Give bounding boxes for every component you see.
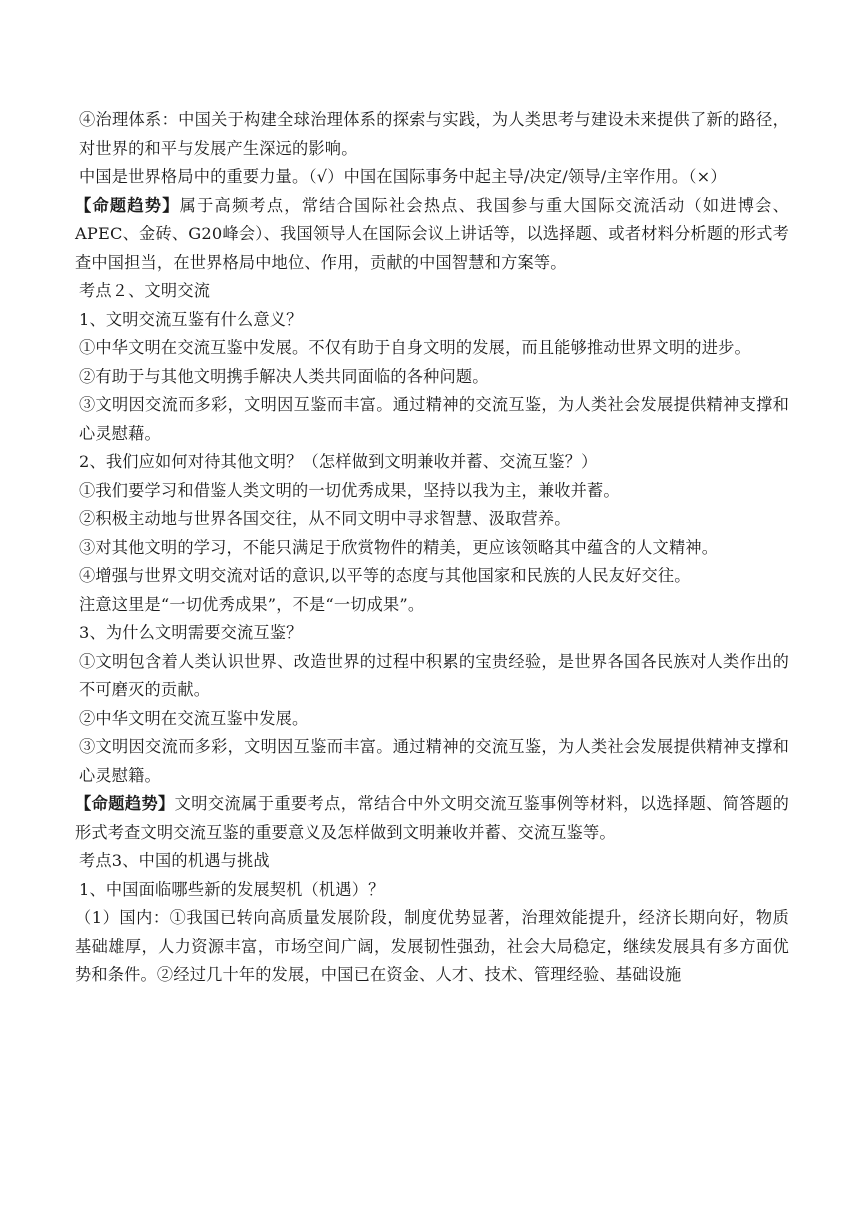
heading-topic-2: 考点２、文明交流: [79, 281, 211, 300]
exam-trend-tag: 【命题趋势】: [75, 195, 180, 215]
paragraph-exam-trend-1: [75, 192, 789, 278]
question-1-opportunities: 1、中国面临哪些新的发展契机（机遇）？: [79, 879, 385, 899]
heading-topic-3: 考点3、中国的机遇与挑战: [79, 851, 270, 870]
exam-trend-text: 文明交流属于重要考点，常结合中外文明交流互鉴事例等材料，以选择题、简答题的形式考查文明交流互鉴的重要意义及怎样做到文明兼收并蓄、交流互鉴等。: [75, 794, 790, 842]
list-item: ③文明因交流而多彩，文明因互鉴而丰富。通过精神的交流互鉴，为人类社会发展提供精神支撑和心灵慰藉。: [79, 395, 789, 443]
list-item: ④增强与世界文明交流对话的意识,以平等的态度与其他国家和民族的人民友好交往。: [79, 566, 691, 585]
list-item: ②中华文明在交流互鉴中发展。: [79, 708, 309, 728]
list-item: ①中华文明在交流互鉴中发展。不仅有助于自身文明的发展，而且能够推动世界文明的进步。: [79, 338, 751, 357]
list-item: ①我们要学习和借鉴人类文明的一切优秀成果，坚持以我为主，兼收并蓄。: [79, 480, 620, 500]
exam-trend-text: 属于高频考点，常结合国际社会热点、我国参与重大国际交流活动（如进博会、APEC、金砖、G20峰会）、我国领导人在国际会议上讲话等，以选择题、或者材料分析题的形式考查中国担当，在世界格局中地位、作用，贡献的中国智慧和方案等。: [75, 195, 790, 272]
question-1-significance: 1、文明交流互鉴有什么意义？: [79, 309, 303, 329]
list-item: ③文明因交流而多彩，文明因互鉴而丰富。通过精神的交流互鉴，为人类社会发展提供精神支撑和心灵慰籍。: [79, 737, 789, 785]
paragraph-china-role-judgement: 中国是世界格局中的重要力量。（√）中国在国际事务中起主导/决定/领导/主宰作用。（×）: [79, 167, 727, 186]
paragraph-exam-trend-2: [75, 790, 789, 847]
note-line: 注意这里是“一切优秀成果”，不是“一切成果”。: [79, 594, 425, 614]
list-item: ②有助于与其他文明携手解决人类共同面临的各种问题。: [79, 366, 489, 386]
document-body: [75, 106, 790, 990]
list-item: ③对其他文明的学习，不能只满足于欣赏物件的精美，更应该领略其中蕴含的人文精神。: [79, 537, 719, 557]
paragraph-domestic: （1）国内：①我国已转向高质量发展阶段，制度优势显著，治理效能提升，经济长期向好，物质基础雄厚，人力资源丰富，市场空间广阔，发展韧性强劲，社会大局稳定，继续发展具有多方面优势和条件。②经过几十年的发展，中国已在资金、人才、技术、管理经验、基础设施: [75, 908, 789, 984]
question-2-treat-other-civilizations: 2、我们应如何对待其他文明？（怎样做到文明兼收并蓄、交流互鉴？）: [79, 452, 598, 471]
paragraph-governance-system: ④治理体系：中国关于构建全球治理体系的探索与实践，为人类思考与建设未来提供了新的路径，对世界的和平与发展产生深远的影响。: [79, 110, 789, 158]
list-item: ①文明包含着人类认识世界、改造世界的过程中积累的宝贵经验，是世界各国各民族对人类作出的不可磨灭的贡献。: [79, 651, 789, 699]
question-3-why-exchange: 3、为什么文明需要交流互鉴？: [79, 623, 303, 642]
list-item: ②积极主动地与世界各国交往，从不同文明中寻求智慧、汲取营养。: [79, 509, 571, 528]
exam-trend-tag: 【命题趋势】: [75, 794, 175, 813]
